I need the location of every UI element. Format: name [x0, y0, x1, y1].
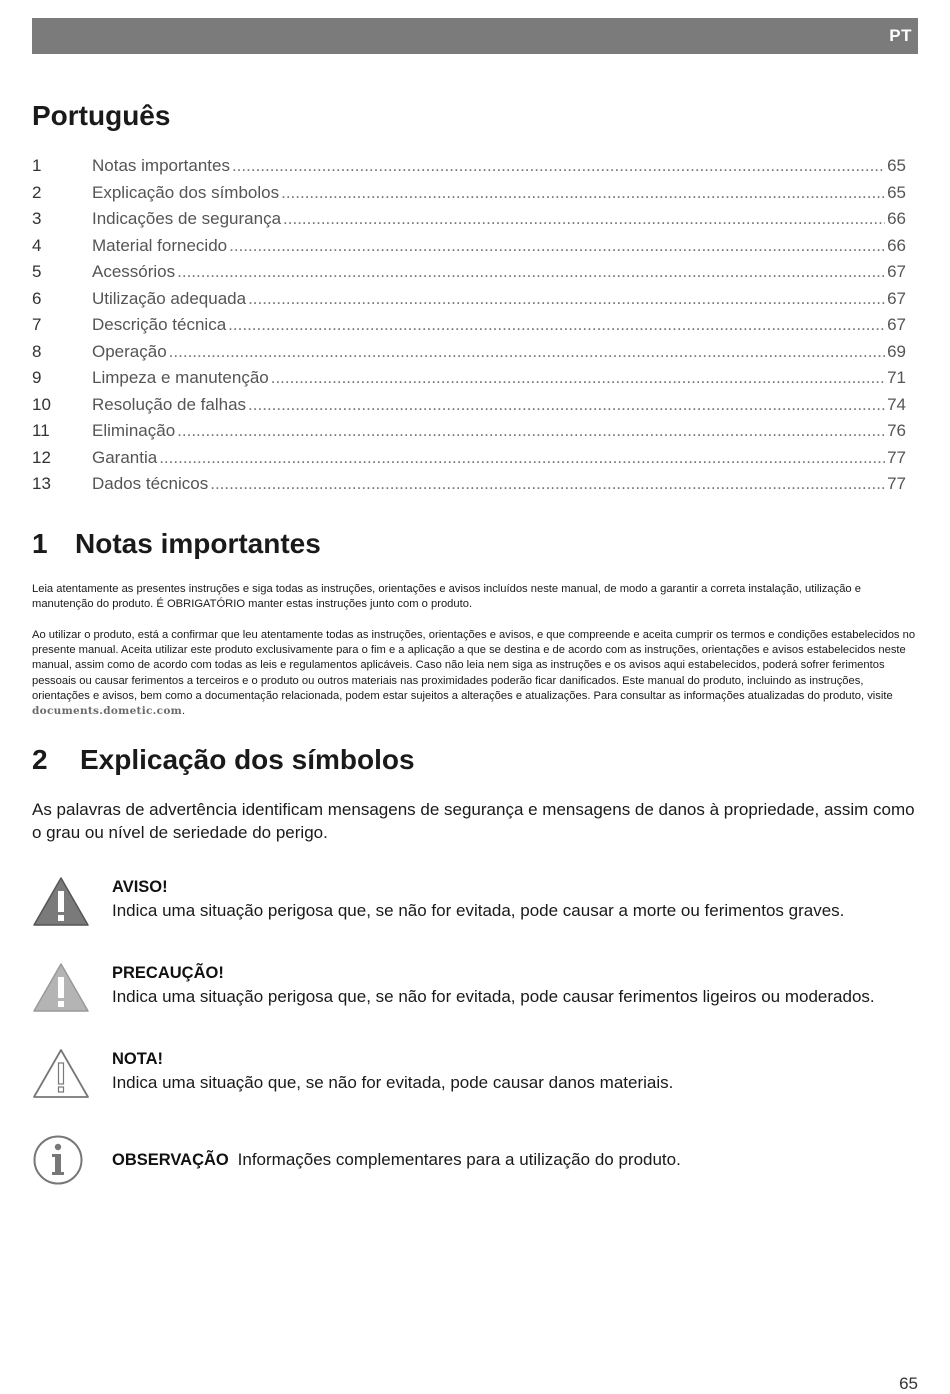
- toc-page-number: 76: [887, 421, 906, 440]
- caution-triangle-icon: [32, 962, 90, 1014]
- toc-leader-dots: [159, 448, 885, 468]
- section-title: Notas importantes: [75, 528, 321, 559]
- section-heading-explicacao-simbolos: [32, 744, 415, 776]
- important-notes-paragraph-1: Leia atentamente as presentes instruções e siga todas as instruções, orientações e avisos incluídos neste manual, de modo a garantir a correta instalação, utilização e manutenção do produto. É OBRIGATÓRIO manter estas instruções junto com o produto.: [32, 583, 861, 611]
- toc-title: Explicação dos símbolos: [92, 182, 280, 202]
- toc-leader-dots: [177, 421, 885, 441]
- toc-leader-dots: [229, 236, 885, 256]
- toc-number: 3: [32, 209, 42, 228]
- signal-description-aviso: Indica uma situação perigosa que, se não for evitada, pode causar a morte ou ferimentos graves.: [112, 901, 845, 920]
- toc-page-number: 77: [887, 474, 906, 493]
- signal-word-observacao: OBSERVAÇÃO: [112, 1151, 229, 1169]
- toc-leader-dots: [169, 342, 885, 362]
- signal-description-precaucao: Indica uma situação perigosa que, se não for evitada, pode causar ferimentos ligeiros ou moderados.: [112, 987, 875, 1006]
- toc-entry[interactable]: [32, 315, 906, 342]
- documents-link[interactable]: documents.dometic.com: [32, 705, 183, 718]
- page-title: Português: [32, 100, 171, 131]
- toc-title: Utilização adequada: [92, 288, 247, 308]
- toc-entry[interactable]: [32, 183, 906, 210]
- toc-number: 2: [32, 182, 42, 202]
- toc-number: 8: [32, 341, 42, 361]
- toc-entry[interactable]: [32, 474, 906, 501]
- toc-page-number: 66: [887, 235, 906, 255]
- toc-title: Dados técnicos: [92, 474, 209, 493]
- toc-leader-dots: [248, 289, 885, 309]
- toc-entry[interactable]: [32, 368, 906, 395]
- paragraph-end: .: [182, 705, 186, 718]
- section-heading-notas-importantes: [32, 528, 321, 560]
- info-circle-icon: [32, 1134, 84, 1186]
- toc-entry[interactable]: [32, 156, 906, 183]
- toc-page-number: 65: [887, 182, 906, 202]
- notice-triangle-icon: [32, 1048, 90, 1100]
- toc-entry[interactable]: [32, 262, 906, 289]
- toc-entry[interactable]: [32, 209, 906, 236]
- toc-entry[interactable]: [32, 236, 906, 263]
- symbols-intro-paragraph: As palavras de advertência identificam mensagens de segurança e mensagens de danos à propriedade, assim como o grau ou nível de seriedade do perigo.: [32, 800, 915, 842]
- toc-page-number: 74: [887, 394, 906, 414]
- toc-title: Acessórios: [92, 262, 176, 281]
- signal-word-aviso: AVISO!: [112, 878, 168, 896]
- section-number: 1: [32, 528, 48, 559]
- toc-entry[interactable]: [32, 289, 906, 316]
- toc-title: Material fornecido: [92, 235, 228, 255]
- toc-number: 4: [32, 235, 42, 255]
- toc-title: Resolução de falhas: [92, 394, 247, 414]
- toc-number: 13: [32, 474, 51, 493]
- language-header-bar: [32, 18, 918, 54]
- toc-entry[interactable]: [32, 342, 906, 369]
- toc-leader-dots: [271, 368, 885, 388]
- toc-number: 10: [32, 394, 51, 414]
- toc-number: 7: [32, 315, 42, 334]
- signal-word-nota: NOTA!: [112, 1050, 164, 1068]
- toc-page-number: 77: [887, 447, 906, 467]
- toc-number: 1: [32, 156, 42, 175]
- toc-page-number: 71: [887, 368, 906, 387]
- signal-description-nota: Indica uma situação que, se não for evitada, pode causar danos materiais.: [112, 1073, 674, 1092]
- toc-title: Operação: [92, 341, 167, 361]
- toc-leader-dots: [210, 474, 885, 494]
- toc-leader-dots: [281, 183, 885, 203]
- signal-word-precaucao: PRECAUÇÃO!: [112, 964, 224, 982]
- toc-leader-dots: [177, 262, 885, 282]
- page-number: 65: [899, 1374, 918, 1393]
- signal-description-observacao: Informações complementares para a utilização do produto.: [237, 1150, 681, 1169]
- toc-title: Limpeza e manutenção: [92, 368, 269, 387]
- toc-page-number: 66: [887, 209, 906, 228]
- toc-entry[interactable]: [32, 421, 906, 448]
- toc-page-number: 67: [887, 262, 906, 281]
- toc-page-number: 67: [887, 315, 906, 334]
- section-number: 2: [32, 744, 48, 775]
- toc-page-number: 69: [887, 341, 906, 361]
- toc-page-number: 67: [887, 288, 906, 308]
- toc-page-number: 65: [887, 156, 906, 175]
- toc-leader-dots: [228, 315, 885, 335]
- toc-leader-dots: [232, 156, 885, 176]
- toc-number: 9: [32, 368, 42, 387]
- toc-title: Indicações de segurança: [92, 209, 282, 228]
- toc-leader-dots: [283, 209, 885, 229]
- toc-entry[interactable]: [32, 395, 906, 422]
- toc-title: Descrição técnica: [92, 315, 227, 334]
- toc-title: Eliminação: [92, 421, 176, 440]
- important-notes-paragraph-2: [32, 628, 918, 719]
- toc-entry[interactable]: [32, 448, 906, 475]
- language-code: PT: [889, 26, 912, 45]
- table-of-contents: [32, 156, 906, 501]
- toc-number: 11: [32, 421, 50, 440]
- toc-number: 5: [32, 262, 42, 281]
- warning-triangle-icon: [32, 876, 90, 928]
- toc-title: Notas importantes: [92, 156, 230, 175]
- toc-leader-dots: [248, 395, 885, 415]
- toc-title: Garantia: [92, 447, 158, 467]
- toc-number: 6: [32, 288, 42, 308]
- toc-number: 12: [32, 447, 51, 467]
- paragraph-text: Ao utilizar o produto, está a confirmar que leu atentamente todas as instruções, orientações e avisos, e que compreende e aceita cumprir os termos e condições estabelecidos no presente manual. Aceita utilizar este produto exclusivamente para o fim e a aplicação a que se destina e de acordo com as instruções, orientações e avisos estabelecidos neste manual, assim como de acordo com todas as leis e regulamentos aplicáveis. Caso não leia nem siga as instruções e os avisos aqui estabelecidos, poderá sofrer ferimentos pessoais ou causar ferimentos a terceiros e o produto ou outros materiais nas proximidades poderão ficar danificados. Este manual do produto, incluindo as instruções, orientações e avisos, bem como a documentação relacionada, podem estar sujeitos a alterações e atualizações. Para consultar as informações atualizadas do produto, visite: [32, 629, 916, 702]
- section-title: Explicação dos símbolos: [80, 744, 415, 775]
